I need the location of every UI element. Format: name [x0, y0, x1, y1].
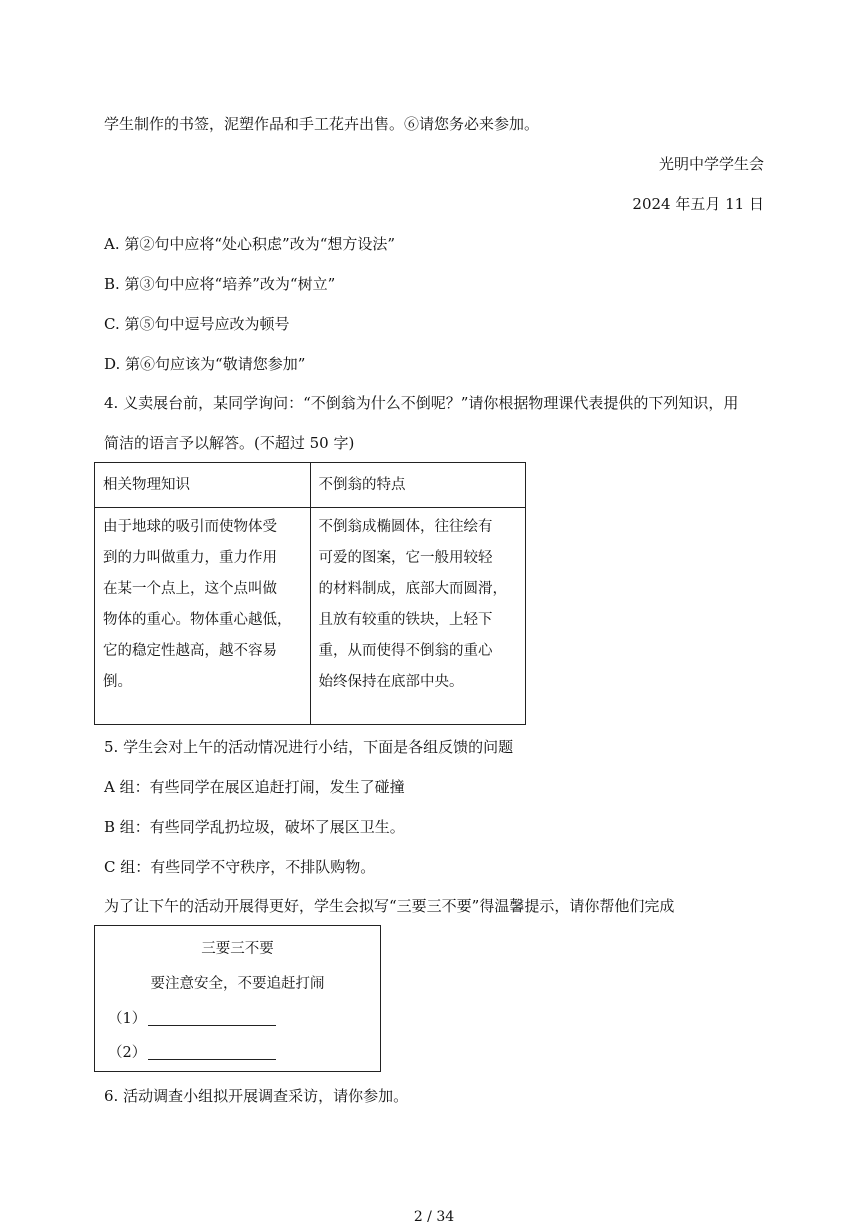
knowledge-line: 由于地球的吸引而使物体受: [103, 519, 277, 535]
blank-2-line: [148, 1043, 276, 1060]
table-header-knowledge: 相关物理知识: [95, 463, 311, 508]
table-cell-features: [310, 508, 526, 725]
question-6: 6. 活动调查小组拟开展调查采访，请你参加。: [104, 1087, 409, 1105]
table-cell-knowledge: [95, 508, 311, 725]
intro-line: 学生制作的书签，泥塑作品和手工花卉出售。⑥请您务必来参加。: [104, 115, 540, 133]
blank-2-label: （2）: [108, 1045, 147, 1061]
knowledge-line: 在某一个点上，这个点叫做: [103, 581, 277, 597]
knowledge-line: 到的力叫做重力，重力作用: [103, 550, 277, 566]
knowledge-line: 倒。: [103, 674, 132, 690]
answer-blank-1[interactable]: [108, 1009, 276, 1029]
feature-line: 始终保持在底部中央。: [318, 674, 464, 690]
feature-line: 不倒翁成椭圆体，往往绘有: [318, 519, 493, 535]
physics-knowledge-table: [94, 462, 526, 725]
question-5-task: 为了让下午的活动开展得更好，学生会拟写“三要三不要”得温馨提示，请你帮他们完成: [104, 897, 675, 915]
tips-box: [94, 925, 381, 1072]
question-5-intro: 5. 学生会对上午的活动情况进行小结，下面是各组反馈的问题: [104, 738, 514, 756]
tips-title: 三要三不要: [201, 941, 274, 957]
feature-line: 重，从而使得不倒翁的重心: [318, 643, 493, 659]
signature-date: 2024 年五月 11 日: [632, 195, 764, 213]
question-4-line2: 简洁的语言予以解答。(不超过 50 字): [104, 434, 355, 452]
page-number: 2 / 34: [413, 1209, 455, 1225]
signature-organization: 光明中学学生会: [658, 155, 764, 173]
option-a: A. 第②句中应将“处心积虑”改为“想方设法”: [104, 235, 396, 253]
knowledge-line: 物体的重心。物体重心越低，: [103, 612, 292, 628]
tips-example: 要注意安全，不要追赶打闹: [150, 976, 325, 992]
group-a-feedback: A 组：有些同学在展区追赶打闹，发生了碰撞: [104, 778, 405, 796]
feature-line: 且放有较重的铁块，上轻下: [318, 612, 493, 628]
blank-1-line: [148, 1009, 276, 1026]
option-d: D. 第⑥句应该为“敬请您参加”: [104, 355, 306, 373]
group-c-feedback: C 组：有些同学不守秩序，不排队购物。: [104, 858, 376, 876]
group-b-feedback: B 组：有些同学乱扔垃圾，破坏了展区卫生。: [104, 818, 405, 836]
feature-line: 可爱的图案，它一般用较轻: [318, 550, 493, 566]
answer-blank-2[interactable]: [108, 1043, 276, 1063]
feature-line: 的材料制成，底部大而圆滑，: [318, 581, 507, 597]
question-4-line1: 4. 义卖展台前，某同学询问：“不倒翁为什么不倒呢？”请你根据物理课代表提供的下列知识，用: [104, 394, 739, 412]
blank-1-label: （1）: [108, 1011, 147, 1027]
table-header-features: 不倒翁的特点: [310, 463, 526, 508]
option-c: C. 第⑤句中逗号应改为顿号: [104, 315, 290, 333]
knowledge-line: 它的稳定性越高，越不容易: [103, 643, 277, 659]
option-b: B. 第③句中应将“培养”改为“树立”: [104, 275, 336, 293]
